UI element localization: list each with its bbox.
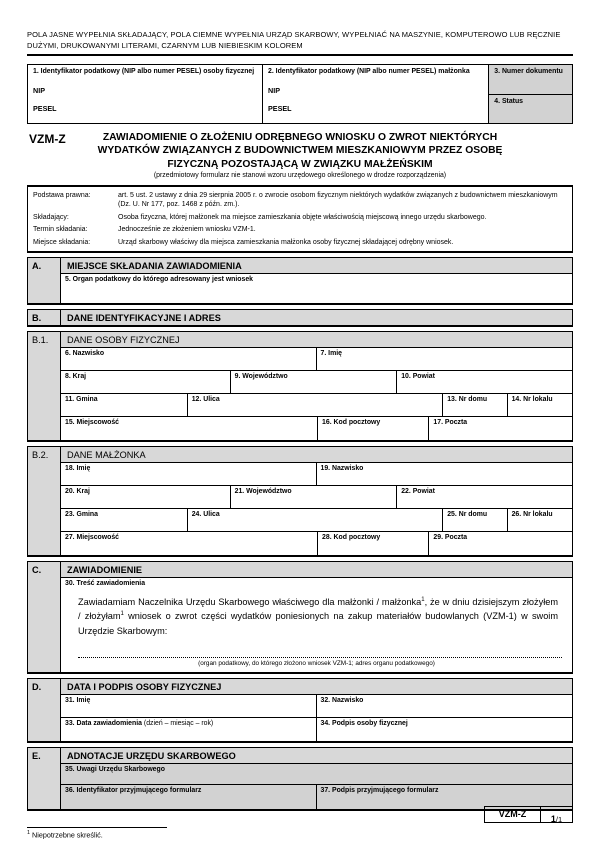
field-22-powiat[interactable] <box>397 486 572 509</box>
dotted-line-caption: (organ podatkowy, do którego złożono wniosek VZM-1; adres organu podatkowego) <box>198 659 435 667</box>
field-label: 37. Podpis przyjmującego formularz <box>320 786 439 794</box>
section-letter: B.2. <box>28 447 61 555</box>
field-32-nazwisko[interactable] <box>317 695 573 718</box>
field-34-podpis[interactable] <box>317 718 573 741</box>
field-label: 9. Województwo <box>234 373 288 381</box>
field-label: 6. Nazwisko <box>65 350 105 358</box>
legal-text: Osoba fizyczna, której małżonek ma miejsce zamieszkania objęte właściwością miejscową innego urzędu skarbowego. <box>118 213 487 221</box>
field-19-nazwisko[interactable] <box>317 463 573 486</box>
field-label: 31. Imię <box>65 696 91 704</box>
section-title: DANE OSOBY FIZYCZNEJ <box>61 332 572 347</box>
field-label: 14. Nr lokalu <box>511 396 553 404</box>
field-1-identyfikator-osoby[interactable] <box>28 65 263 123</box>
footer-form-code: VZM-Z <box>498 809 527 819</box>
field-label: 13. Nr domu <box>447 396 488 404</box>
filer-row <box>28 211 572 223</box>
field-27-miejscowosc[interactable] <box>61 532 318 555</box>
field-26-nr-lokalu[interactable] <box>508 509 572 532</box>
form-code: VZM-Z <box>29 132 66 147</box>
field-24-ulica[interactable] <box>188 509 444 532</box>
form-code-box <box>484 806 573 823</box>
field-label: 15. Miejscowość <box>65 419 120 427</box>
pesel-label: PESEL <box>268 104 292 114</box>
section-title: DATA I PODPIS OSOBY FIZYCZNEJ <box>61 679 572 694</box>
filing-place-row <box>28 236 572 248</box>
field-33-data-zawiadomienia[interactable] <box>61 718 317 741</box>
section-letter: A. <box>28 258 61 303</box>
field-25-nr-domu[interactable] <box>443 509 507 532</box>
field-18-imie[interactable] <box>61 463 317 486</box>
field-label: 18. Imię <box>65 465 91 473</box>
section-title: MIEJSCE SKŁADANIA ZAWIADOMIENIA <box>61 258 572 273</box>
field-label: 35. Uwagi Urzędu Skarbowego <box>65 765 165 773</box>
field-label: 30. Treść zawiadomienia <box>65 580 146 588</box>
field-label: 7. Imię <box>320 350 342 358</box>
field-label: 34. Podpis osoby fizycznej <box>320 719 408 727</box>
field-label: 2. Identyfikator podatkowy (NIP albo numer PESEL) małżonka <box>268 68 470 76</box>
legal-label: Miejsce składania: <box>33 238 91 246</box>
field-label: 26. Nr lokalu <box>511 511 553 519</box>
field-28-kod-pocztowy[interactable] <box>318 532 429 555</box>
field-5-organ-podatkowy[interactable] <box>61 274 572 303</box>
field-36-identyfikator-przyjmujacego <box>61 785 317 809</box>
field-2-identyfikator-malzonka[interactable] <box>263 65 489 123</box>
section-b2 <box>27 446 573 557</box>
legal-text: art. 5 ust. 2 ustawy z dnia 29 sierpnia 2005 r. o zwrocie osobom fizycznym niektórych wydatków związanych z budownictwem mieszkaniowym (Dz. U. Nr 177, poz. 1468 z późn. zm.). <box>118 191 558 209</box>
field-31-imie[interactable] <box>61 695 317 718</box>
field-29-poczta[interactable] <box>429 532 572 555</box>
field-label: 3. Numer dokumentu <box>494 68 563 76</box>
section-b <box>27 309 573 327</box>
field-label: 20. Kraj <box>65 488 90 496</box>
legal-basis-box <box>27 185 573 253</box>
field-label: 28. Kod pocztowy <box>322 534 381 542</box>
field-label: 10. Powiat <box>401 373 435 381</box>
field-30-tresc-zawiadomienia[interactable] <box>61 578 572 672</box>
page-number: 1/1 <box>540 807 572 822</box>
field-label: 11. Gmina <box>65 396 98 404</box>
section-b1 <box>27 331 573 442</box>
deadline-row <box>28 224 572 236</box>
legal-basis-row <box>28 189 572 211</box>
field-label: 23. Gmina <box>65 511 98 519</box>
notification-text: Zawiadamiam Naczelnika Urzędu Skarbowego właściwego dla małżonki / małżonka$^1$, że w dniu dzisiejszym złożyłem / złożyłam$^1$ wniosek o zwrot części wydatków poniesionych na zakup materiałów budowlanych (VZM-1) w swoim Urzędzie Skarbowym: <box>78 597 558 636</box>
field-11-gmina[interactable] <box>61 394 188 417</box>
section-letter: C. <box>28 562 61 672</box>
field-10-powiat[interactable] <box>397 371 572 394</box>
field-label: 1. Identyfikator podatkowy (NIP albo numer PESEL) osoby fizycznej <box>33 68 255 76</box>
section-letter: E. <box>28 748 61 809</box>
legal-label: Składający: <box>33 213 69 221</box>
field-label: 25. Nr domu <box>447 511 488 519</box>
section-c <box>27 561 573 674</box>
section-letter: D. <box>28 679 61 741</box>
field-label: 21. Województwo <box>234 488 292 496</box>
fill-in-dotted-line[interactable] <box>78 652 562 658</box>
section-title: DANE MAŁŻONKA <box>61 447 572 462</box>
section-letter: B. <box>28 310 61 325</box>
field-12-ulica[interactable] <box>188 394 444 417</box>
form-notice: POLA JASNE WYPEŁNIA SKŁADAJĄCY, POLA CIEMNE WYPEŁNIA URZĄD SKARBOWY, WYPEŁNIAĆ NA MASZYNIE, KOMPUTEROWO LUB RĘCZNIE DUŻYMI, DRUKOWANYMI LITERAMI, CZARNYM LUB NIEBIESKIM KOLOREM <box>27 30 561 50</box>
field-label: 36. Identyfikator przyjmującego formularz <box>65 786 202 794</box>
identifier-box <box>27 64 573 124</box>
nip-label: NIP <box>33 86 45 96</box>
field-4-status <box>489 95 572 124</box>
section-letter: B.1. <box>28 332 61 440</box>
field-label: 5. Organ podatkowy do którego adresowany jest wniosek <box>65 276 254 284</box>
footnote: $^1$ Niepotrzebne skreślić. <box>27 830 103 840</box>
section-title: DANE IDENTYFIKACYJNE I ADRES <box>61 310 572 325</box>
section-title: ADNOTACJE URZĘDU SKARBOWEGO <box>61 748 572 763</box>
field-23-gmina[interactable] <box>61 509 188 532</box>
field-13-nr-domu[interactable] <box>443 394 507 417</box>
legal-text: Jednocześnie ze złożeniem wniosku VZM-1. <box>118 226 256 234</box>
nip-label: NIP <box>268 86 280 96</box>
divider <box>27 54 573 57</box>
legal-label: Termin składania: <box>33 226 88 234</box>
field-8-kraj[interactable] <box>61 371 231 394</box>
form-title: ZAWIADOMIENIE O ZŁOŻENIU ODRĘBNEGO WNIOSKU O ZWROT NIEKTÓRYCH WYDATKÓW ZWIĄZANYCH Z BUDOWNICTWEM MIESZKANIOWYM PRZEZ OSOBĘ FIZYCZNĄ POZOSTAJĄCĄ W ZWIĄZKU MAŁŻEŃSKIM <box>97 132 503 170</box>
field-label: 16. Kod pocztowy <box>322 419 381 427</box>
legal-label: Podstawa prawna: <box>33 191 91 199</box>
field-3-numer-dokumentu <box>489 65 572 95</box>
field-label: 24. Ulica <box>191 511 220 519</box>
field-label: 32. Nazwisko <box>320 696 364 704</box>
field-label: 29. Poczta <box>433 534 468 542</box>
form-subtitle: (przedmiotowy formularz nie stanowi wzoru urzędowego określonego w drodze rozporządzenia) <box>153 171 447 179</box>
field-label: 27. Miejscowość <box>65 534 120 542</box>
pesel-label: PESEL <box>33 104 57 114</box>
field-9-wojewodztwo[interactable] <box>231 371 398 394</box>
field-16-kod-pocztowy[interactable] <box>318 417 429 440</box>
field-14-nr-lokalu[interactable] <box>508 394 572 417</box>
section-title: ZAWIADOMIENIE <box>61 562 572 577</box>
title-block <box>27 131 573 181</box>
field-label: 4. Status <box>494 97 524 105</box>
field-label: 22. Powiat <box>401 488 435 496</box>
office-fields-column <box>489 65 572 123</box>
field-label: 19. Nazwisko <box>320 465 364 473</box>
field-15-miejscowosc[interactable] <box>61 417 318 440</box>
field-17-poczta[interactable] <box>429 417 572 440</box>
field-label: 12. Ulica <box>191 396 220 404</box>
field-label: 33. Data zawiadomienia (dzień – miesiąc – rok) <box>65 719 214 727</box>
section-d <box>27 678 573 743</box>
footnote-divider <box>27 827 167 828</box>
section-a <box>27 257 573 305</box>
section-e <box>27 747 573 811</box>
legal-text: Urząd skarbowy właściwy dla miejsca zamieszkania małżonka osoby fizycznej składającej odrębny wniosek. <box>118 238 454 246</box>
field-35-uwagi-urzedu <box>61 764 572 785</box>
field-20-kraj[interactable] <box>61 486 231 509</box>
field-label: 17. Poczta <box>433 419 468 427</box>
field-6-nazwisko[interactable] <box>61 348 317 371</box>
field-21-wojewodztwo[interactable] <box>231 486 398 509</box>
field-7-imie[interactable] <box>317 348 573 371</box>
field-label: 8. Kraj <box>65 373 87 381</box>
